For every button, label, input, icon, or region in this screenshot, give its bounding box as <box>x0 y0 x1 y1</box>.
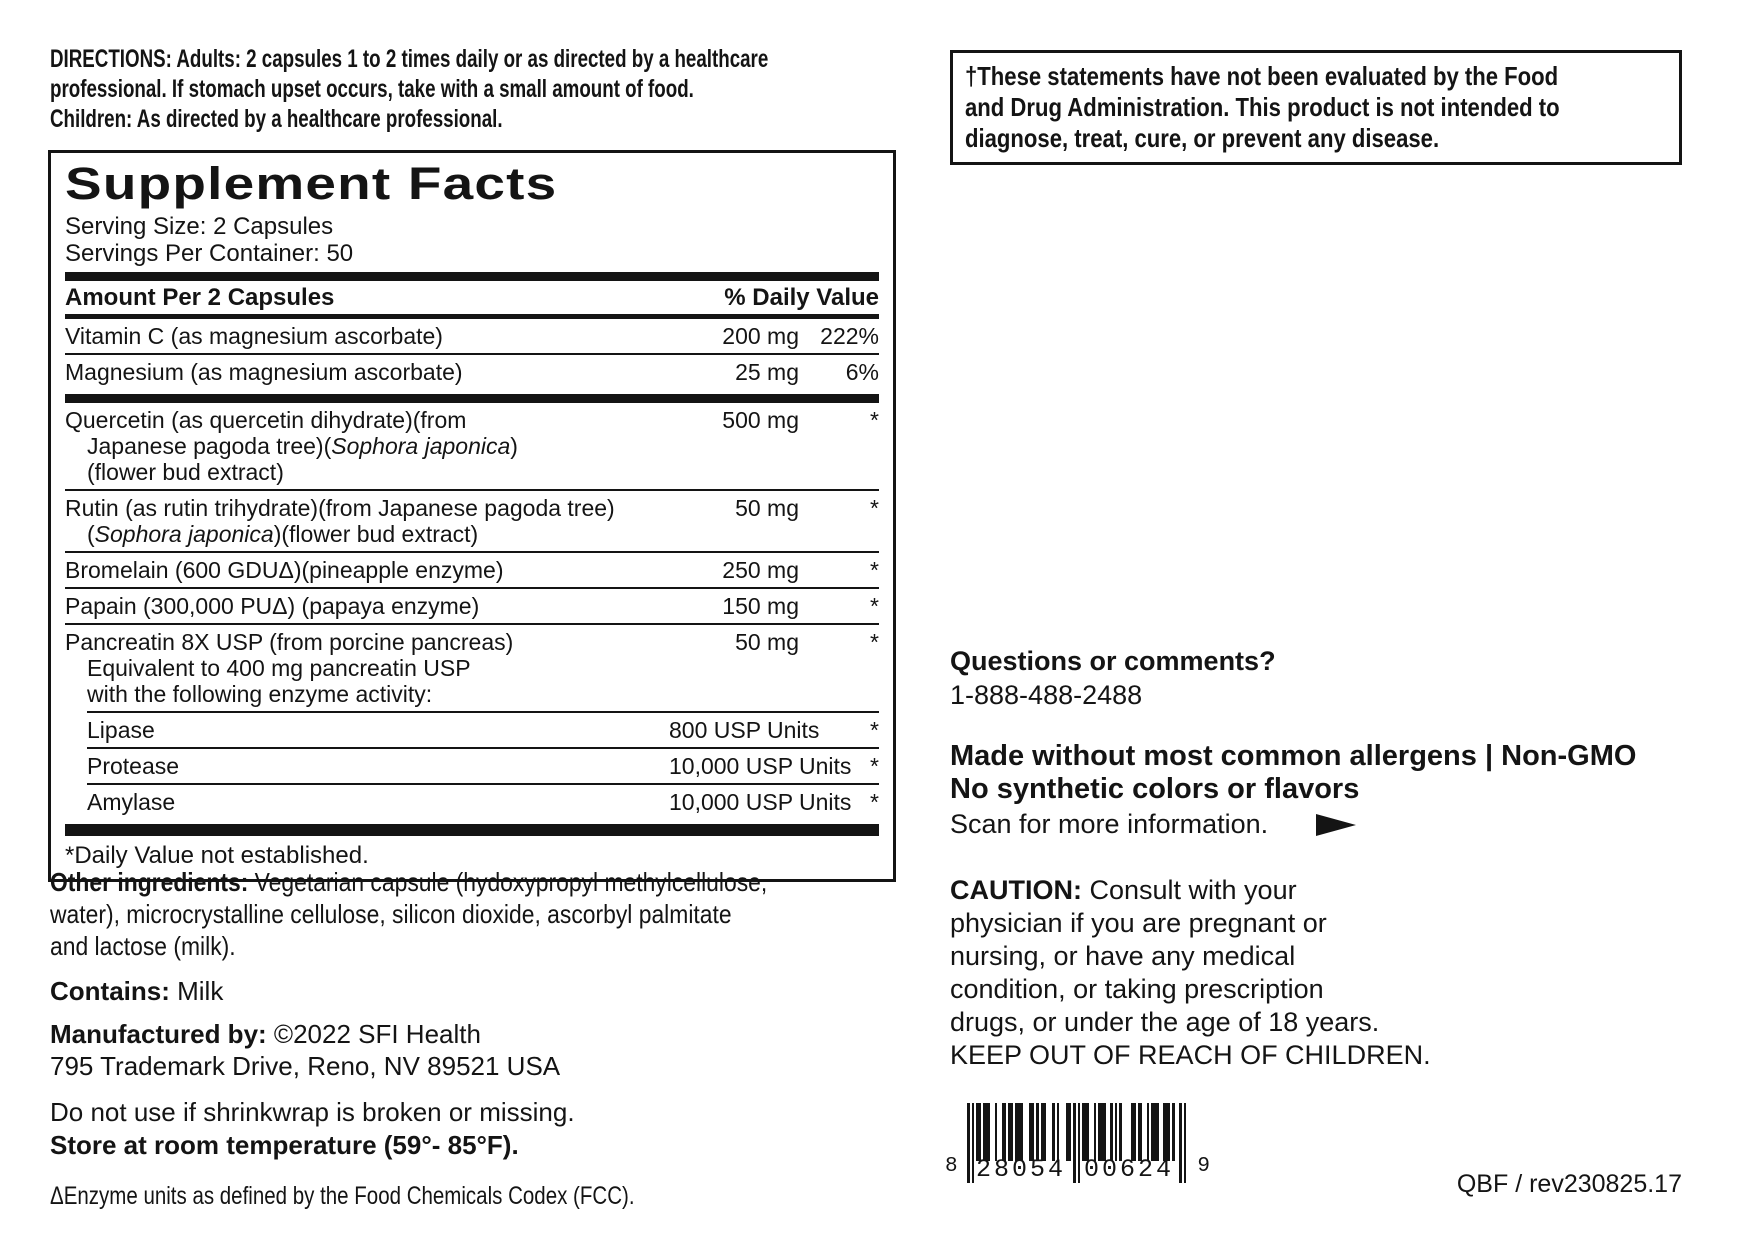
ingredient-amount: 50 mg <box>735 495 799 521</box>
manufacturer-info <box>50 1018 560 1082</box>
fda-disclaimer-box <box>950 50 1682 165</box>
phone-number: 1-888-488-2488 <box>950 680 1143 710</box>
caution-line: physician if you are pregnant or <box>950 908 1327 938</box>
column-header-daily-value: % Daily Value <box>724 284 879 311</box>
no-synthetic-claim: No synthetic colors or flavors <box>950 773 1360 805</box>
other-ingredients-line: and lactose (milk). <box>50 931 236 961</box>
ingredient-dv: * <box>870 407 879 433</box>
allergen-claim: Made without most common allergens | Non-GMO <box>950 740 1637 772</box>
barcode-right-digit: 9 <box>1197 1155 1210 1178</box>
ingredient-name-line: (Sophora japonica)(flower bud extract) <box>87 521 479 547</box>
ingredient-dv: * <box>870 789 879 815</box>
ingredient-dv: 222% <box>820 323 879 349</box>
ingredient-name <box>65 495 669 547</box>
ingredient-dv: * <box>870 557 879 583</box>
table-row-protease <box>65 749 879 783</box>
ingredient-amount: 800 USP Units <box>669 717 820 743</box>
caution-block <box>950 874 1431 1072</box>
ingredient-name-line: Japanese pagoda tree)(Sophora japonica) <box>87 433 518 459</box>
ingredient-name <box>65 629 669 707</box>
caution-line: nursing, or have any medical <box>950 941 1296 971</box>
ingredient-name: Lipase <box>87 717 155 743</box>
other-ingredients-line: Other ingredients: Vegetarian capsule (hydoxypropyl methylcellulose, <box>50 867 768 897</box>
revision-code: QBF / rev230825.17 <box>1456 1170 1682 1198</box>
enzyme-units-note: ΔEnzyme units as defined by the Food Chemicals Codex (FCC). <box>50 1182 635 1210</box>
storage-warnings <box>50 1096 575 1162</box>
contains-value: Milk <box>169 976 224 1006</box>
table-row-amylase <box>65 785 879 819</box>
questions-heading: Questions or comments? <box>950 646 1276 676</box>
ingredient-amount: 250 mg <box>722 557 799 583</box>
ingredient-dv: * <box>870 717 879 743</box>
latin-name: Sophora japonica <box>94 521 274 547</box>
ingredient-amount: 150 mg <box>722 593 799 619</box>
caution-line: CAUTION: Consult with your <box>950 875 1297 905</box>
ingredient-amount: 200 mg <box>722 323 799 349</box>
divider-bar <box>65 394 879 403</box>
contains-statement <box>50 975 223 1007</box>
barcode-group1: 28054 <box>975 1155 1066 1184</box>
manufacturer-address: 795 Trademark Drive, Reno, NV 89521 USA <box>50 1051 561 1081</box>
serving-size: Serving Size: 2 Capsules <box>65 213 334 240</box>
ingredient-amount: 25 mg <box>735 359 799 385</box>
keep-out-warning: KEEP OUT OF REACH OF CHILDREN. <box>950 1040 1431 1070</box>
table-row-rutin <box>65 491 879 551</box>
scan-text: Scan for more information. <box>950 809 1269 839</box>
ingredient-dv: 6% <box>845 359 879 385</box>
ingredient-dv: * <box>870 495 879 521</box>
caution-label: CAUTION: <box>950 875 1082 905</box>
ingredient-name: Protease <box>87 753 180 779</box>
servings-per-container: Servings Per Container: 50 <box>65 240 354 267</box>
manufacturer-line: Manufactured by: ©2022 SFI Health <box>50 1019 481 1049</box>
caution-line: drugs, or under the age of 18 years. <box>950 1007 1380 1037</box>
ingredient-name: Amylase <box>87 789 176 815</box>
table-row-quercetin <box>65 403 879 489</box>
ingredient-amount: 50 mg <box>735 629 799 655</box>
table-row-magnesium <box>65 355 879 389</box>
daily-value-footnote: *Daily Value not established. <box>65 842 369 869</box>
ingredient-amount: 10,000 USP Units <box>669 789 852 815</box>
caution-line: condition, or taking prescription <box>950 974 1324 1004</box>
table-row-papain <box>65 589 879 623</box>
table-row-bromelain <box>65 553 879 587</box>
ingredient-name: Papain (300,000 PUΔ) (papaya enzyme) <box>65 593 480 619</box>
fda-disclaimer-text: †These statements have not been evaluated by the Food and Drug Administration. This product is not intended to diagnose, treat, cure, or prevent any disease. <box>965 61 1560 153</box>
directions-line: Children: As directed by a healthcare professional. <box>50 105 503 133</box>
directions-text <box>50 44 768 134</box>
barcode-group2: 00624 <box>1083 1155 1174 1184</box>
ingredient-amount: 10,000 USP Units <box>669 753 852 779</box>
ingredient-name-line: with the following enzyme activity: <box>87 681 433 707</box>
shrinkwrap-warning: Do not use if shrinkwrap is broken or missing. <box>50 1097 575 1127</box>
upc-barcode <box>945 1103 1210 1184</box>
contains-label: Contains: <box>50 976 170 1006</box>
manufactured-by-label: Manufactured by: <box>50 1019 267 1049</box>
ingredient-dv: * <box>870 593 879 619</box>
other-ingredients-label: Other ingredients: <box>50 867 249 897</box>
other-ingredients-line: water), microcrystalline cellulose, silicon dioxide, ascorbyl palmitate <box>50 899 732 929</box>
table-row-pancreatin <box>65 625 879 711</box>
table-row-vitamin-c <box>65 319 879 353</box>
column-header-amount: Amount Per 2 Capsules <box>65 284 335 311</box>
ingredient-name-line: Rutin (as rutin trihydrate)(from Japanese pagoda tree) <box>65 495 615 521</box>
contact-block <box>950 644 1276 712</box>
ingredient-name-line: Quercetin (as quercetin dihydrate)(from <box>65 407 467 433</box>
claims-block <box>950 740 1636 841</box>
ingredient-name: Bromelain (600 GDUΔ)(pineapple enzyme) <box>65 557 504 583</box>
facts-table-header <box>65 281 879 314</box>
ingredient-name-line: Equivalent to 400 mg pancreatin USP <box>87 655 471 681</box>
ingredient-name <box>65 407 669 485</box>
ingredient-name-line: (flower bud extract) <box>87 459 284 485</box>
ingredient-dv: * <box>870 753 879 779</box>
right-arrow-icon <box>1316 814 1356 836</box>
supplement-facts-title: Supplement Facts <box>65 158 558 209</box>
barcode-left-digit: 8 <box>945 1155 958 1178</box>
storage-instruction: Store at room temperature (59°- 85°F). <box>50 1130 519 1160</box>
ingredient-name-line: Pancreatin 8X USP (from porcine pancreas) <box>65 629 514 655</box>
scan-info-line <box>950 808 1636 841</box>
ingredient-dv: * <box>870 629 879 655</box>
divider-bar <box>65 272 879 281</box>
ingredient-name: Magnesium (as magnesium ascorbate) <box>65 359 463 385</box>
ingredient-amount: 500 mg <box>722 407 799 433</box>
divider-bar <box>65 824 879 836</box>
directions-line: professional. If stomach upset occurs, take with a small amount of food. <box>50 75 694 103</box>
latin-name: Sophora japonica <box>331 433 511 459</box>
directions-line: DIRECTIONS: Adults: 2 capsules 1 to 2 times daily or as directed by a healthcare <box>50 45 769 73</box>
other-ingredients-text <box>50 866 767 962</box>
table-row-lipase <box>65 713 879 747</box>
supplement-facts-panel <box>48 150 896 882</box>
ingredient-name: Vitamin C (as magnesium ascorbate) <box>65 323 443 349</box>
